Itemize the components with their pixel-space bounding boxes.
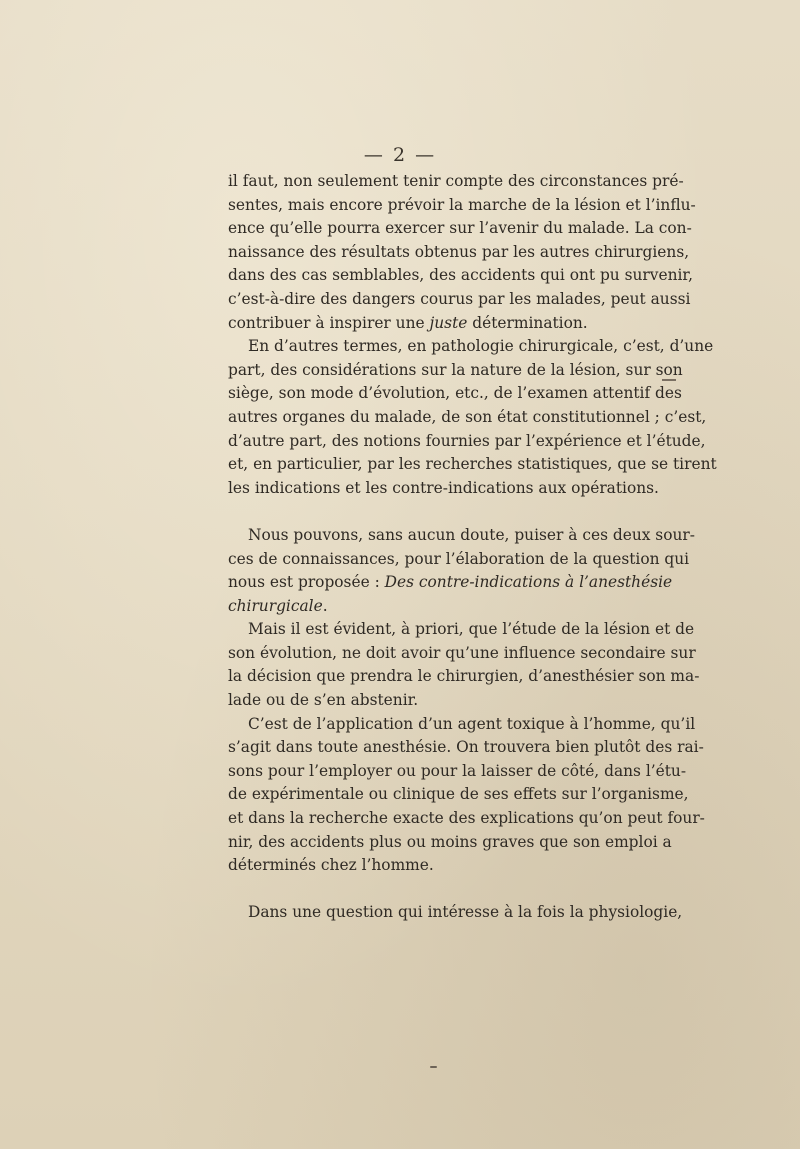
paragraph <box>228 170 696 335</box>
text-line: il faut, non seulement tenir compte des circonstances pré- <box>228 172 684 190</box>
text-line: nir, des accidents plus ou moins graves que son emploi a <box>228 832 672 851</box>
paragraph <box>228 524 695 618</box>
text-line: déterminés chez l’homme. <box>228 856 434 875</box>
text-line: part, des considérations sur la nature de la lésion, sur son <box>228 360 683 379</box>
text-line: Dans une question qui intéresse à la fois la physiologie, <box>248 903 683 922</box>
ink-speck <box>430 1066 437 1068</box>
text-line: contribuer à inspirer une juste détermination. <box>228 313 588 332</box>
paragraph <box>228 335 717 500</box>
text-line: sentes, mais encore prévoir la marche de la lésion et l’influ- <box>228 195 696 214</box>
body-text <box>228 170 717 925</box>
text-line: dans des cas semblables, des accidents qui ont pu survenir, <box>228 266 693 285</box>
text-line: de expérimentale ou clinique de ses effets sur l’organisme, <box>228 785 689 804</box>
text-line: les indications et les contre-indications aux opérations. <box>228 478 659 497</box>
italic-text: juste <box>429 313 468 332</box>
text-line: chirurgicale. <box>228 596 328 615</box>
paragraph-gap <box>228 878 656 902</box>
page-number: — 2 — <box>363 144 437 166</box>
text-line: naissance des résultats obtenus par les autres chirurgiens, <box>228 242 690 261</box>
italic-text: chirurgicale <box>228 596 323 615</box>
paragraph-gap <box>228 500 656 524</box>
text-line: ence qu’elle pourra exercer sur l’avenir du malade. La con- <box>228 219 692 238</box>
text-line: c’est-à-dire des dangers courus par les malades, peut aussi <box>228 289 691 308</box>
paragraph <box>228 713 705 878</box>
text-line: son évolution, ne doit avoir qu’une influence secondaire sur <box>228 643 696 662</box>
paragraph <box>228 901 683 925</box>
text-line: Nous pouvons, sans aucun doute, puiser à ces deux sour- <box>248 525 695 544</box>
text-line: siège, son mode d’évolution, etc., de l’examen attentif des <box>228 384 682 403</box>
text-line: ces de connaissances, pour l’élaboration de la question qui <box>228 549 690 568</box>
text-line: d’autre part, des notions fournies par l’expérience et l’étude, <box>228 431 706 450</box>
italic-text: Des contre-indications à l’anesthésie <box>384 573 673 592</box>
text-line: et dans la recherche exacte des explications qu’on peut four- <box>228 809 705 828</box>
text-line: et, en particulier, par les recherches statistiques, que se tirent <box>228 455 717 474</box>
text-line: En d’autres termes, en pathologie chirurgicale, c’est, d’une <box>248 337 714 356</box>
text-line: sons pour l’employer ou pour la laisser de côté, dans l’étu- <box>228 761 687 780</box>
paragraph <box>228 618 700 712</box>
text-line: autres organes du malade, de son état constitutionnel ; c’est, <box>228 407 707 426</box>
text-line: s’agit dans toute anesthésie. On trouvera bien plutôt des rai- <box>228 738 704 757</box>
text-line: la décision que prendra le chirurgien, d’anesthésier son ma- <box>228 667 700 686</box>
text-line: nous est proposée : Des contre-indications à l’anesthésie <box>228 573 673 592</box>
text-line: lade ou de s’en abstenir. <box>228 691 419 710</box>
text-line: C’est de l’application d’un agent toxique à l’homme, qu’il <box>248 714 696 733</box>
text-line: Mais il est évident, à priori, que l’étude de la lésion et de <box>248 620 695 639</box>
margin-mark <box>662 379 676 381</box>
